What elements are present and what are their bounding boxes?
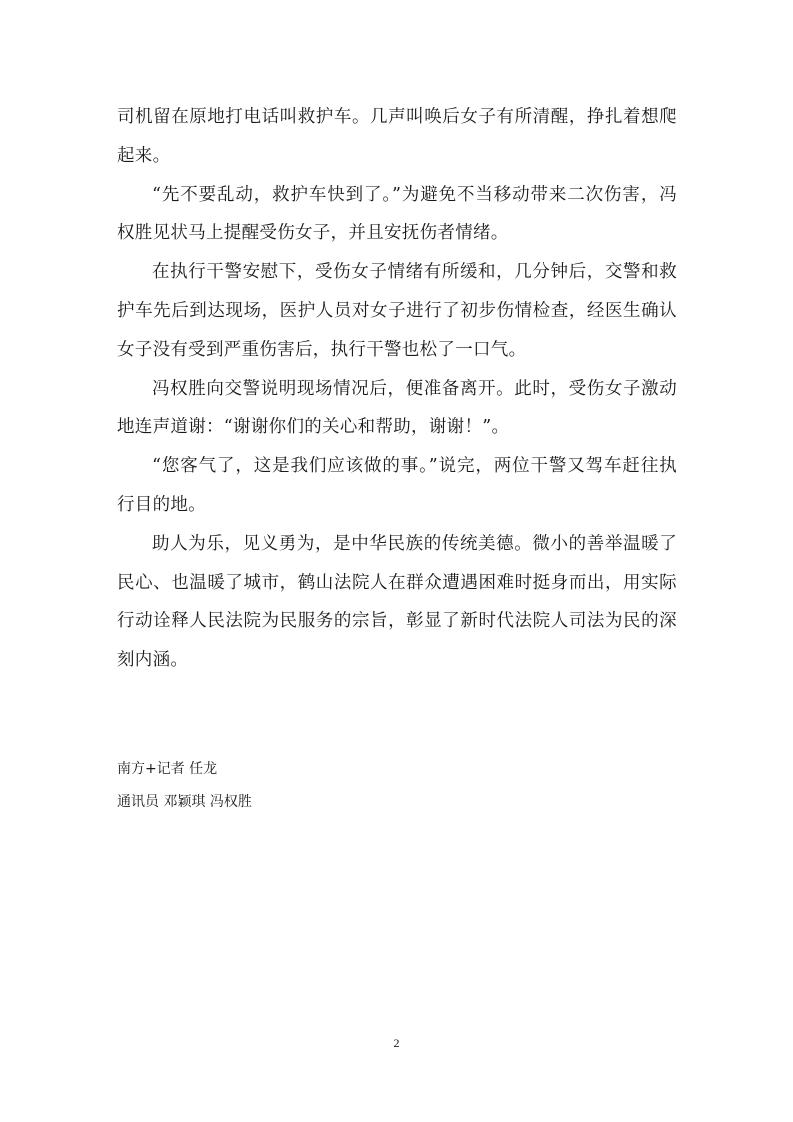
article-body [117, 98, 677, 680]
paragraph: 冯权胜向交警说明现场情况后，便准备离开。此时，受伤女子激动地连声道谢：“谢谢你们的关心和帮助，谢谢！”。 [117, 378, 677, 438]
paragraph: “您客气了，这是我们应该做的事。”说完，两位干警又驾车赶往执行目的地。 [117, 456, 677, 515]
reporter-credit: 南方+记者 任龙 [117, 761, 218, 777]
paragraph: 助人为乐，见义勇为，是中华民族的传统美德。微小的善举温暖了民心、也温暖了城市，鹤山法院人在群众遭遇困难时挺身而出，用实际行动诠释人民法院为民服务的宗旨，彰显了新时代法院人司法为民的深刻内涵。 [117, 533, 677, 671]
paragraph-continued: 司机留在原地打电话叫救护车。几声叫唤后女子有所清醒，挣扎着想爬起来。 [117, 107, 677, 166]
paragraph: 在执行干警安慰下，受伤女子情绪有所缓和，几分钟后，交警和救护车先后到达现场，医护人员对女子进行了初步伤情检查，经医生确认女子没有受到严重伤害后，执行干警也松了一口气。 [117, 262, 677, 360]
article-credits [117, 753, 677, 819]
page-number: 2 [393, 1036, 400, 1050]
correspondent-credit: 通讯员 邓颖琪 冯权胜 [117, 794, 252, 810]
paragraph: “先不要乱动，救护车快到了。”为避免不当移动带来二次伤害，冯权胜见状马上提醒受伤女子，并且安抚伤者情绪。 [117, 184, 677, 244]
